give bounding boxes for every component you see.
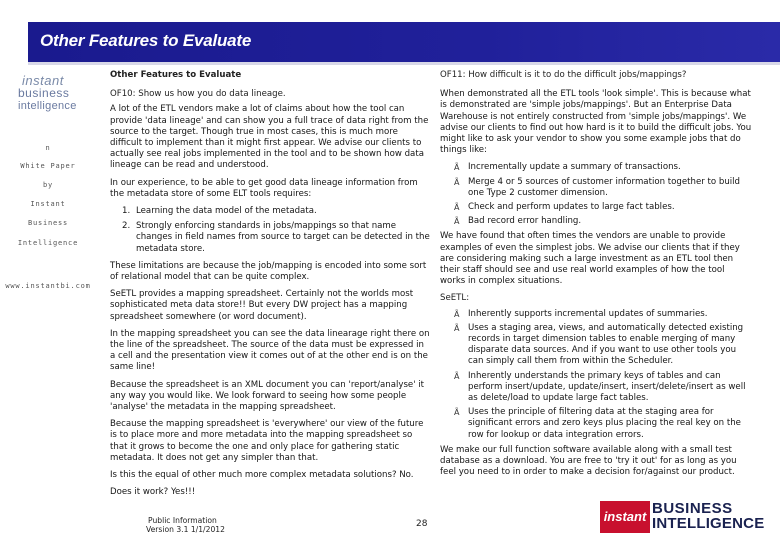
title-banner <box>0 0 780 62</box>
bullet-icon: Ã <box>454 323 460 333</box>
page-number: 28 <box>416 519 428 529</box>
left-column <box>110 70 430 505</box>
list-item <box>440 177 752 199</box>
sidebar-intelligence: Intelligence <box>17 239 79 247</box>
sidebar-business: Business <box>27 219 69 227</box>
list-number: 2. <box>122 221 131 232</box>
list-item <box>440 162 752 173</box>
list-number: 1. <box>122 206 131 217</box>
list-text: Incrementally update a summary of transactions. <box>468 162 681 173</box>
of11-paragraph: When demonstrated all the ETL tools 'look simple'. This is because what is demonstrated are 'simple jobs/mappings'. But an Enterprise Data Warehouse is not entirely constructed from 'simple jobs/mappings'. We advise our clients to find out how hard is it to build the difficult jobs. You might like to ask your vendor to show you some example jobs that do things like: <box>440 89 752 156</box>
list-text: Strongly enforcing standards in jobs/mappings so that name changes in field names from source to target can be detected in the metadata store. <box>136 221 430 254</box>
bullet-icon: Ã <box>454 309 460 319</box>
list-item <box>440 371 752 405</box>
logo-instant-text: instant <box>22 73 64 88</box>
right-column <box>440 70 752 485</box>
sidebar <box>0 66 100 540</box>
list-text: Check and perform updates to large fact tables. <box>468 202 675 213</box>
list-item <box>440 407 752 441</box>
bullet-icon: Ã <box>454 203 460 213</box>
bullet-icon: Ã <box>454 371 460 381</box>
of10-paragraph: A lot of the ETL vendors make a lot of claims about how the tool can provide 'data lineage' and can show you a full trace of data right from the source to the target. Though true in most cases, this is much more difficult to implement than it might first appear. We advise our clients to actually see real jobs implemented in the tool and to be shown how data lineage can be read and understood. <box>110 104 429 171</box>
lineage-spreadsheet-paragraph: In the mapping spreadsheet you can see the data linearage right there on the line of the spreadsheet. The source of the data must be expressed in a cell and the presentation view it comes out of at the other end is on the same line! <box>110 328 430 373</box>
footer-logo-intelligence: INTELLIGENCE <box>652 515 765 532</box>
list-item <box>440 323 752 368</box>
list-item <box>440 202 752 213</box>
bullet-icon: Ã <box>454 408 460 418</box>
list-text: Merge 4 or 5 sources of customer information together to build one Type 2 customer dimension. <box>468 176 740 198</box>
footer-logo-business: BUSINESS <box>652 500 733 517</box>
future-paragraph: Because the mapping spreadsheet is 'everywhere' our view of the future is to place more and more metadata into the mapping spreadsheet so that it grows to become the one and only place for gathering static metadata. It does not get any simpler than that. <box>110 419 424 463</box>
sidebar-website: www.instantbi.com <box>5 282 91 290</box>
footer-logo-instant: instant <box>600 501 650 533</box>
requirements-list <box>110 206 430 255</box>
section-heading: Other Features to Evaluate <box>110 70 242 80</box>
answer-paragraph: Does it work? Yes!!! <box>110 487 196 498</box>
limitations-paragraph: These limitations are because the job/mapping is encoded into some sort of relational model that can be quite complex. <box>110 260 427 283</box>
list-text: Inherently supports incremental updates of summaries. <box>468 308 708 319</box>
xml-paragraph: Because the spreadsheet is an XML document you can 'report/analyse' it any way you would like. We look forward to seeing how some people 'analyse' the metadata in the mapping spreadsheet. <box>110 379 425 413</box>
question-paragraph: Is this the equal of other much more complex metadata solutions? No. <box>110 470 414 481</box>
vendors-paragraph: We have found that often times the vendors are unable to provide examples of even the simplest jobs. We advise our clients that if they are considering making such a large investment as an ETL tool then their staff should see and use real world examples of how the tool works in complex situations. <box>440 231 740 287</box>
list-text: Bad record error handling. <box>468 216 582 227</box>
download-paragraph: We make our full function software available along with a small test database as a download. You are free to 'try it out' for as long as you feel you need to in order to make a decision for/against our product. <box>440 444 737 478</box>
sidebar-instant: Instant <box>30 200 66 208</box>
sidebar-by: by <box>42 181 54 189</box>
sidebar-logo <box>8 74 88 122</box>
list-item <box>440 216 752 227</box>
footer-logo <box>600 501 778 533</box>
list-text: Learning the data model of the metadata. <box>136 206 317 217</box>
seetl-label: SeETL: <box>440 293 470 304</box>
list-item <box>110 221 430 255</box>
logo-intelligence-text: intelligence <box>18 100 77 112</box>
example-jobs-list <box>440 162 752 227</box>
banner-shadow <box>28 62 780 65</box>
sidebar-bullet: n <box>45 144 51 152</box>
page-title: Other Features to Evaluate <box>40 31 252 50</box>
of10-title: OF10: Show us how you do data lineage. <box>110 89 286 100</box>
list-text: Uses a staging area, views, and automatically detected existing records in target dimension tables to enable merging of many disparate data sources. And if you want to use other tools you can simply call them from within the Scheduler. <box>468 322 744 367</box>
footer-info <box>146 516 225 535</box>
bullet-icon: Ã <box>454 217 460 227</box>
bullet-icon: Ã <box>454 177 460 187</box>
logo-business-text: business <box>18 86 70 100</box>
footer-version: Version 3.1 1/1/2012 <box>146 525 225 535</box>
bullet-icon: Ã <box>454 163 460 173</box>
list-item <box>440 309 752 320</box>
seetl-features-list <box>440 309 752 441</box>
list-text: Uses the principle of filtering data at the staging area for significant errors and zero keys plus placing the real key on the row for lookup or data integration errors. <box>468 407 741 440</box>
lineage-requirements-paragraph: In our experience, to be able to get good data lineage information from the metadata store of some ELT tools requires: <box>110 177 418 199</box>
list-text: Inherently understands the primary keys of tables and can perform insert/update, update/insert, insert/delete/insert as well as delete/load to update large fact tables. <box>468 370 746 404</box>
sidebar-white-paper: White Paper <box>20 162 76 170</box>
of11-title: OF11: How difficult is it to do the difficult jobs/mappings? <box>440 70 687 80</box>
footer-public-info: Public Information <box>148 516 217 525</box>
list-item <box>110 206 430 217</box>
seetl-mapping-paragraph: SeETL provides a mapping spreadsheet. Certainly not the worlds most sophisticated meta data store!! But every DW project has a mapping spreadsheet somewhere (or word document). <box>110 289 414 322</box>
